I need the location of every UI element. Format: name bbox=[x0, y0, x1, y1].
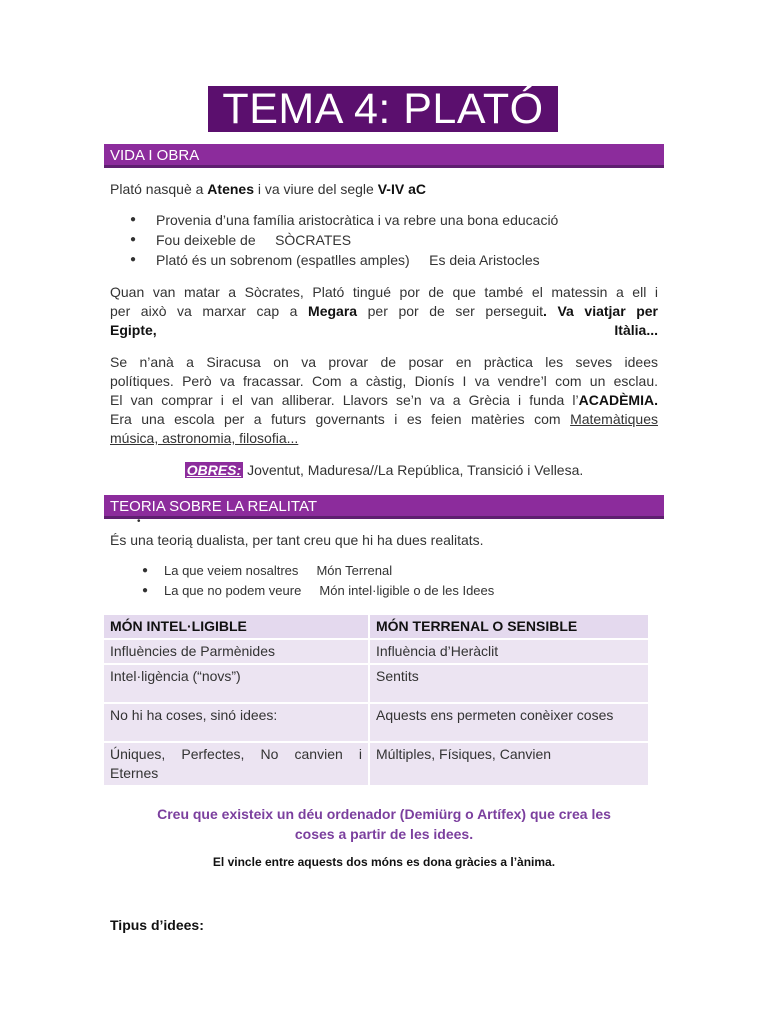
demiurg-line: Creu que existeix un déu ordenador (Demiürg o Artífex) que crea les bbox=[157, 806, 611, 822]
section-heading-teoria-realitat: TEORIA SOBRE LA REALITAT bbox=[104, 495, 664, 519]
page-title: TEMA 4: PLATÓ bbox=[208, 86, 558, 132]
underlined-subject: Matemàtiques bbox=[570, 411, 658, 427]
table-cell: Aquests ens permeten conèixer coses bbox=[369, 703, 649, 742]
text-span: . bbox=[543, 303, 547, 319]
bold-italia: Itàlia... bbox=[614, 322, 658, 338]
bold-travel: Va viatjar per bbox=[557, 303, 659, 319]
intro-text: i va viure del segle bbox=[253, 181, 378, 197]
table-row bbox=[103, 742, 649, 786]
intro-bold-century: V-IV aC bbox=[377, 181, 426, 197]
paragraph-socrates-death bbox=[110, 283, 658, 340]
text-span: per això va marxar cap a bbox=[110, 303, 309, 319]
table-row bbox=[103, 639, 649, 664]
text-span: Era una escola per a futurs governants i es feien matèries com bbox=[110, 411, 571, 427]
table-cell: Múltiples, Físiques, Canvien bbox=[369, 742, 649, 786]
paragraph-line: Quan van matar a Sòcrates, Plató tingué por de que també el matessin a ell i bbox=[110, 284, 658, 300]
intro-bold-atenes: Atenes bbox=[207, 181, 254, 197]
obres-label: OBRES: bbox=[186, 462, 242, 478]
paragraph-line bbox=[110, 391, 658, 410]
demiurg-line: coses a partir de les idees. bbox=[294, 826, 474, 842]
table-cell: Influència d’Heràclit bbox=[369, 639, 649, 664]
list-item: ● La que veiem nosaltres Món Terrenal bbox=[110, 561, 494, 581]
table-header-row bbox=[103, 614, 649, 639]
list-item: ● Plató és un sobrenom (espatlles amples) Es deia Aristocles bbox=[110, 250, 558, 270]
table-cell: Intel·ligència (“novs”) bbox=[103, 664, 369, 703]
list-item: ● Fou deixeble de SÒCRATES bbox=[110, 230, 558, 250]
dualism-intro: És una teorią dualista, per tant creu que hi ha dues realitats. bbox=[110, 532, 484, 548]
table-row bbox=[103, 664, 649, 703]
bold-academia: ACADÈMIA. bbox=[578, 392, 658, 408]
realities-bullet-list bbox=[110, 561, 494, 601]
paragraph-siracusa bbox=[110, 353, 658, 448]
obres-line bbox=[110, 462, 658, 478]
worlds-comparison-table bbox=[102, 613, 650, 787]
list-item: ● La que no podem veure Món intel·ligible o de les Idees bbox=[110, 581, 494, 601]
stray-bullet-mark: • bbox=[137, 516, 141, 527]
bio-bullet-list bbox=[110, 210, 558, 270]
table-cell: Sentits bbox=[369, 664, 649, 703]
intro-text: Plató nasquè a bbox=[110, 181, 208, 197]
paragraph-line: Se n’anà a Siracusa on va provar de posar en pràctica les seves idees bbox=[110, 354, 658, 370]
paragraph-line: música, astronomia, filosofia... bbox=[110, 430, 299, 446]
text-span: per por de ser perseguit bbox=[357, 303, 544, 319]
table-header-cell: MÓN TERRENAL O SENSIBLE bbox=[369, 614, 649, 639]
paragraph-line: polítiques. Però va fracassar. Com a càstig, Dionís I va vendre’l com un esclau. bbox=[110, 373, 658, 389]
table-cell: Úniques, Perfectes, No canvien i Eternes bbox=[103, 742, 369, 786]
paragraph-line bbox=[110, 410, 658, 429]
paragraph-line bbox=[110, 321, 658, 340]
paragraph-line bbox=[110, 302, 658, 321]
table-header-cell: MÓN INTEL·LIGIBLE bbox=[103, 614, 369, 639]
list-item: ● Provenia d’una família aristocràtica i va rebre una bona educació bbox=[110, 210, 558, 230]
table-row bbox=[103, 703, 649, 742]
demiurg-statement bbox=[110, 804, 658, 844]
bold-megara: Megara bbox=[308, 303, 358, 319]
intro-paragraph bbox=[110, 180, 658, 199]
soul-link-statement: El vincle entre aquests dos móns es dona gràcies a l’ànima. bbox=[212, 855, 556, 869]
obres-text: Joventut, Maduresa//La República, Transició i Vellesa. bbox=[243, 462, 584, 478]
bold-egipte: Egipte, bbox=[110, 322, 157, 338]
section-heading-vida-i-obra: VIDA I OBRA bbox=[104, 144, 664, 168]
idea-types-heading: Tipus d’idees: bbox=[110, 917, 204, 933]
table-cell: Influències de Parmènides bbox=[103, 639, 369, 664]
text-span: El van comprar i el van alliberar. Llavors se’n va a Grècia i funda l’ bbox=[110, 392, 579, 408]
table-cell: No hi ha coses, sinó idees: bbox=[103, 703, 369, 742]
